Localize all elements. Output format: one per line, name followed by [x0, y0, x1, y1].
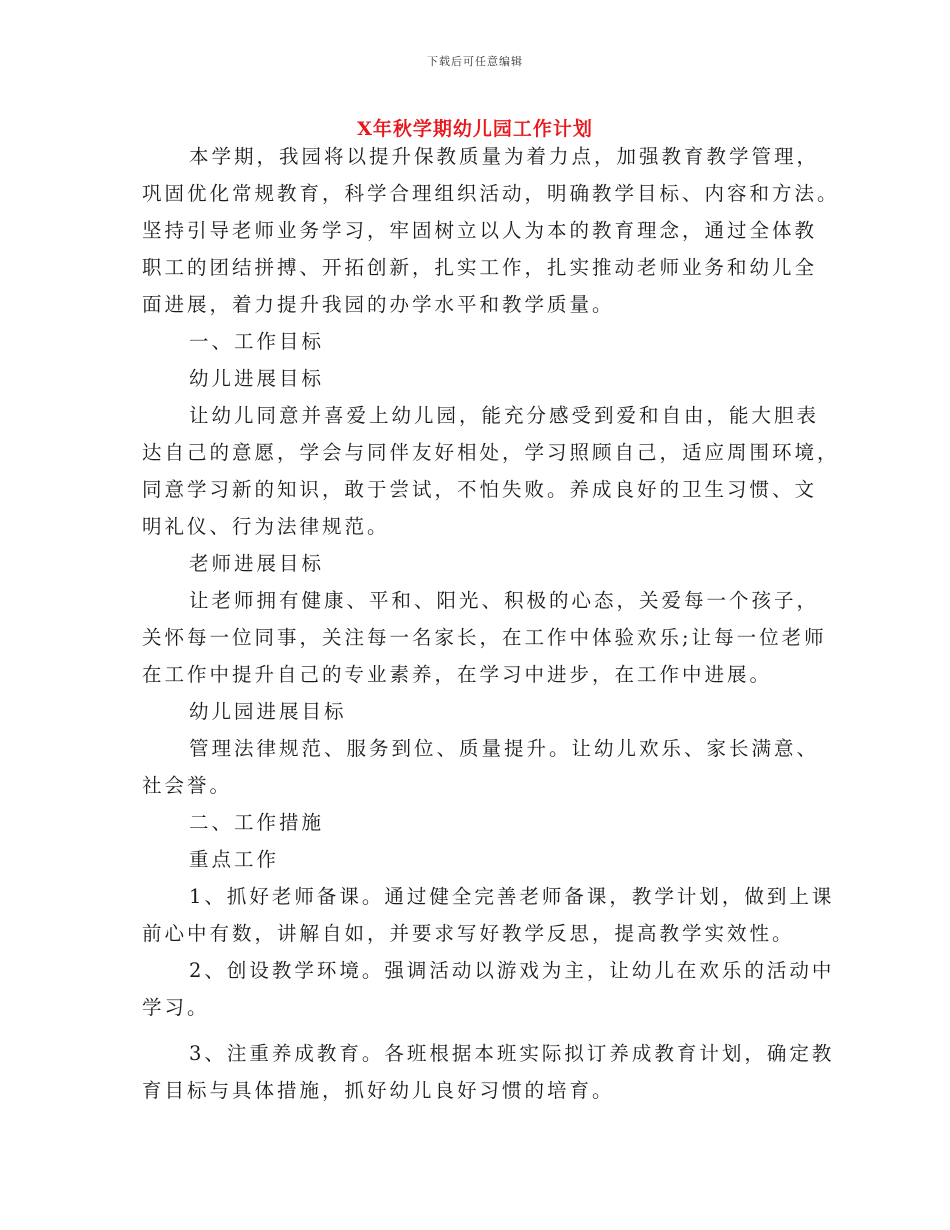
body-line: 明礼仪、行为法律规范。	[142, 515, 390, 538]
body-line: 3、注重养成教育。各班根据本班实际拟订养成教育计划，确定教	[189, 1042, 835, 1065]
body-line: 坚持引导老师业务学习，牢固树立以人为本的教育理念，通过全体教	[142, 219, 818, 242]
body-line: 达自己的意愿，学会与同伴友好相处，学习照顾自己，适应周围环境，	[142, 441, 840, 464]
body-line: 同意学习新的知识，敢于尝试，不怕失败。养成良好的卫生习惯、文	[142, 478, 818, 501]
document-title: X年秋学期幼儿园工作计划	[357, 118, 593, 140]
body-line: 1、抓好老师备课。通过健全完善老师备课，教学计划，做到上课	[189, 885, 835, 908]
body-line: 2、创设教学环境。强调活动以游戏为主，让幼儿在欢乐的活动中	[189, 959, 835, 982]
section-heading: 二、工作措施	[189, 811, 325, 834]
subsection-heading: 幼儿园进展目标	[189, 700, 347, 723]
subsection-heading: 老师进展目标	[189, 552, 325, 575]
body-line: 育目标与具体措施，抓好幼儿良好习惯的培育。	[142, 1079, 615, 1102]
subsection-heading: 幼儿进展目标	[189, 367, 325, 390]
document-body	[142, 138, 840, 1109]
body-line: 社会誉。	[142, 774, 233, 797]
body-line: 管理法律规范、服务到位、质量提升。让幼儿欢乐、家长满意、	[189, 737, 820, 760]
body-line: 关怀每一位同事，关注每一名家长，在工作中体验欢乐;让每一位老师	[142, 626, 827, 649]
body-line: 让老师拥有健康、平和、阳光、积极的心态，关爱每一个孩子，	[189, 589, 820, 612]
body-line: 前心中有数，讲解自如，并要求写好教学反思，提高教学实效性。	[142, 922, 795, 945]
paragraph-gap	[142, 1026, 810, 1035]
body-line: 本学期，我园将以提升保教质量为着力点，加强教育教学管理，	[189, 145, 820, 168]
body-line: 让幼儿同意并喜爱上幼儿园，能充分感受到爱和自由，能大胆表	[189, 404, 820, 427]
body-line: 职工的团结拼搏、开拓创新，扎实工作，扎实推动老师业务和幼儿全	[142, 256, 818, 279]
section-heading: 一、工作目标	[189, 330, 325, 353]
body-line: 学习。	[142, 996, 210, 1019]
body-line: 巩固优化常规教育，科学合理组织活动，明确教学目标、内容和方法。	[142, 182, 840, 205]
subsection-heading: 重点工作	[189, 848, 280, 871]
body-line: 在工作中提升自己的专业素养，在学习中进步，在工作中进展。	[142, 663, 773, 686]
body-line: 面进展，着力提升我园的办学水平和教学质量。	[142, 293, 615, 316]
header-note: 下载后可任意编辑	[427, 55, 523, 68]
